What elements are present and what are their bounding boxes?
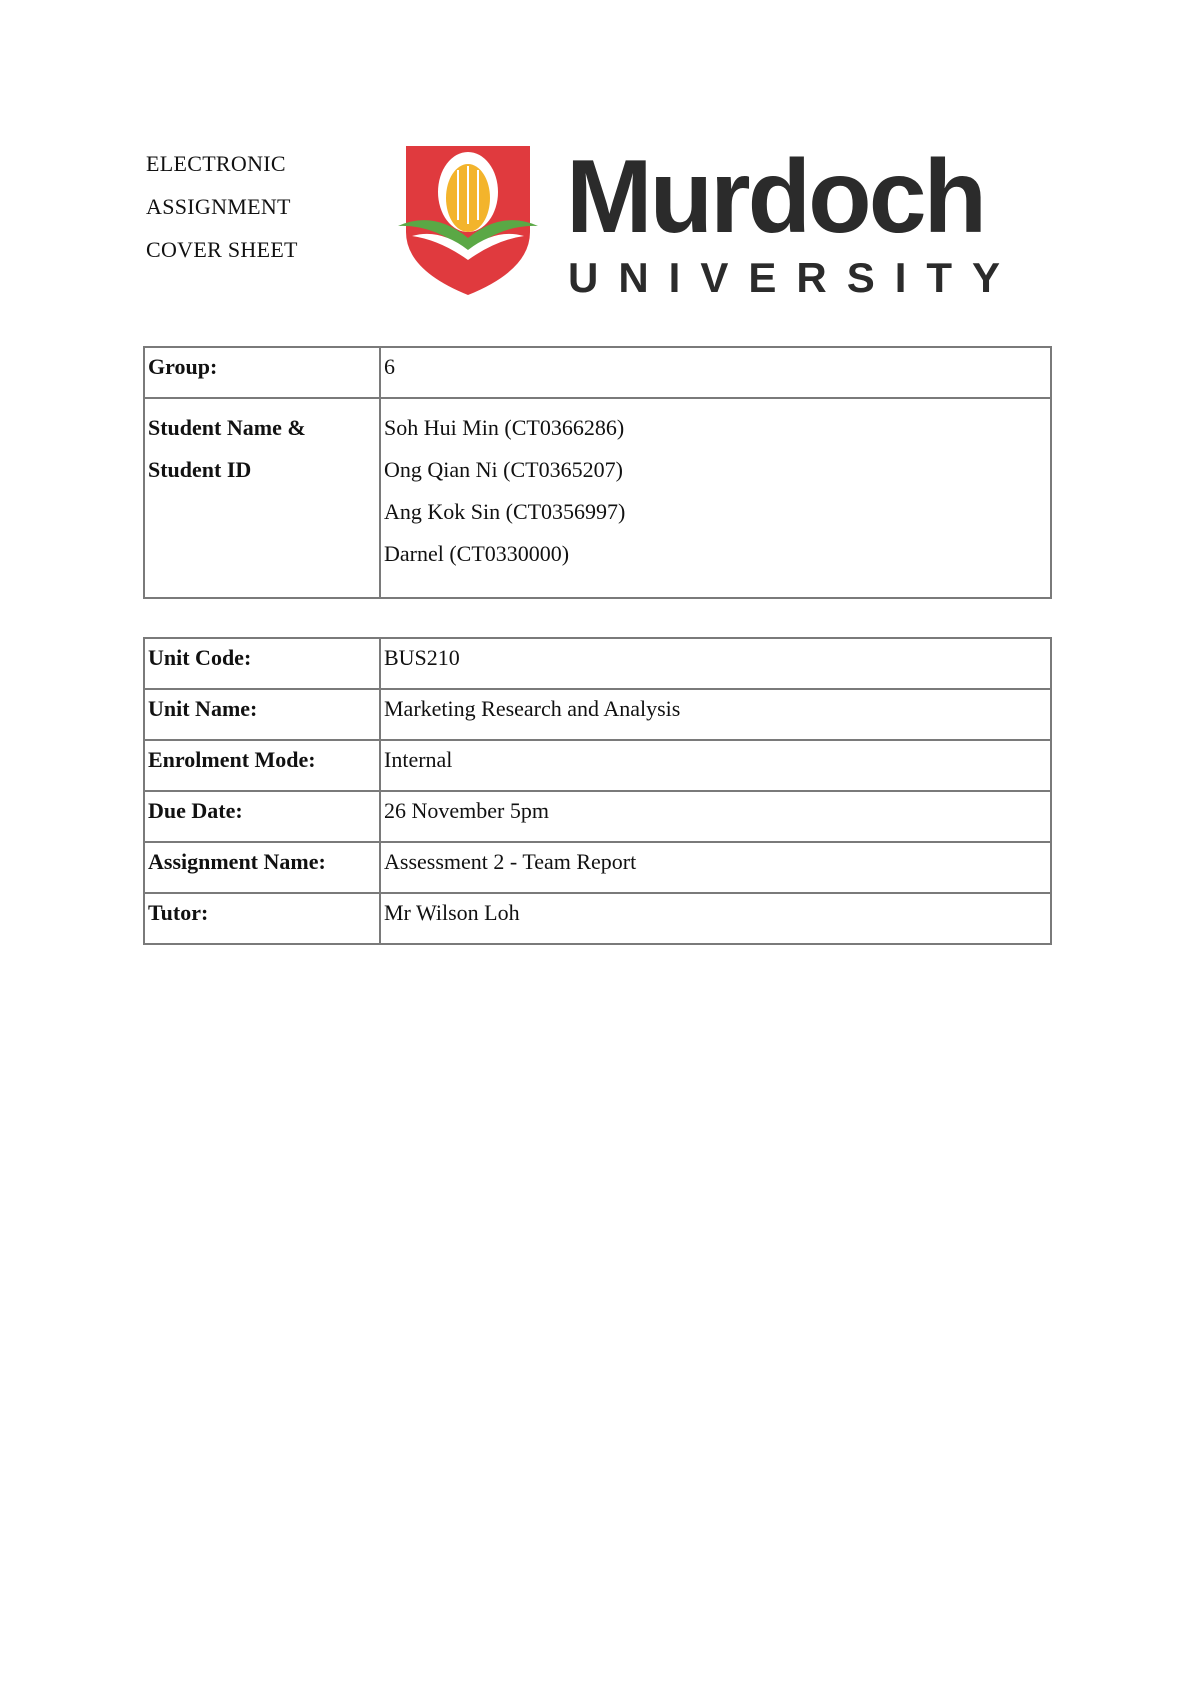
table-row [144,791,1051,842]
cover-sheet-title [146,142,298,271]
students-list [380,398,1051,598]
tutor-label: Tutor: [144,893,380,944]
enrolment-mode-label: Enrolment Mode: [144,740,380,791]
murdoch-crest-icon [398,146,538,295]
group-label: Group: [144,347,380,398]
table-row [144,740,1051,791]
students-label [144,398,380,598]
cover-title-line: COVER SHEET [146,237,298,262]
due-date-value: 26 November 5pm [380,791,1051,842]
table-row [144,638,1051,689]
student-entry: Ang Kok Sin (CT0356997) [384,499,626,524]
group-value: 6 [380,347,1051,398]
table-row [144,842,1051,893]
student-entry: Ong Qian Ni (CT0365207) [384,457,623,482]
cover-title-line: ELECTRONIC [146,151,286,176]
student-entry: Soh Hui Min (CT0366286) [384,415,625,440]
group-details-table [143,346,1052,599]
unit-code-label: Unit Code: [144,638,380,689]
table-row [144,689,1051,740]
tutor-value: Mr Wilson Loh [380,893,1051,944]
students-label-line: Student ID [148,457,252,482]
due-date-label: Due Date: [144,791,380,842]
assignment-name-label: Assignment Name: [144,842,380,893]
unit-details-table [143,637,1052,945]
logo-wordmark: Murdoch [566,140,985,255]
unit-code-value: BUS210 [380,638,1051,689]
table-row [144,398,1051,598]
table-row [144,893,1051,944]
logo-subtitle: UNIVERSITY [568,254,1021,300]
student-entry: Darnel (CT0330000) [384,541,570,566]
assignment-name-value: Assessment 2 - Team Report [380,842,1051,893]
murdoch-university-logo [398,140,1068,300]
table-row [144,347,1051,398]
unit-name-label: Unit Name: [144,689,380,740]
students-label-line: Student Name & [148,415,306,440]
cover-title-line: ASSIGNMENT [146,194,291,219]
enrolment-mode-value: Internal [380,740,1051,791]
unit-name-value: Marketing Research and Analysis [380,689,1051,740]
